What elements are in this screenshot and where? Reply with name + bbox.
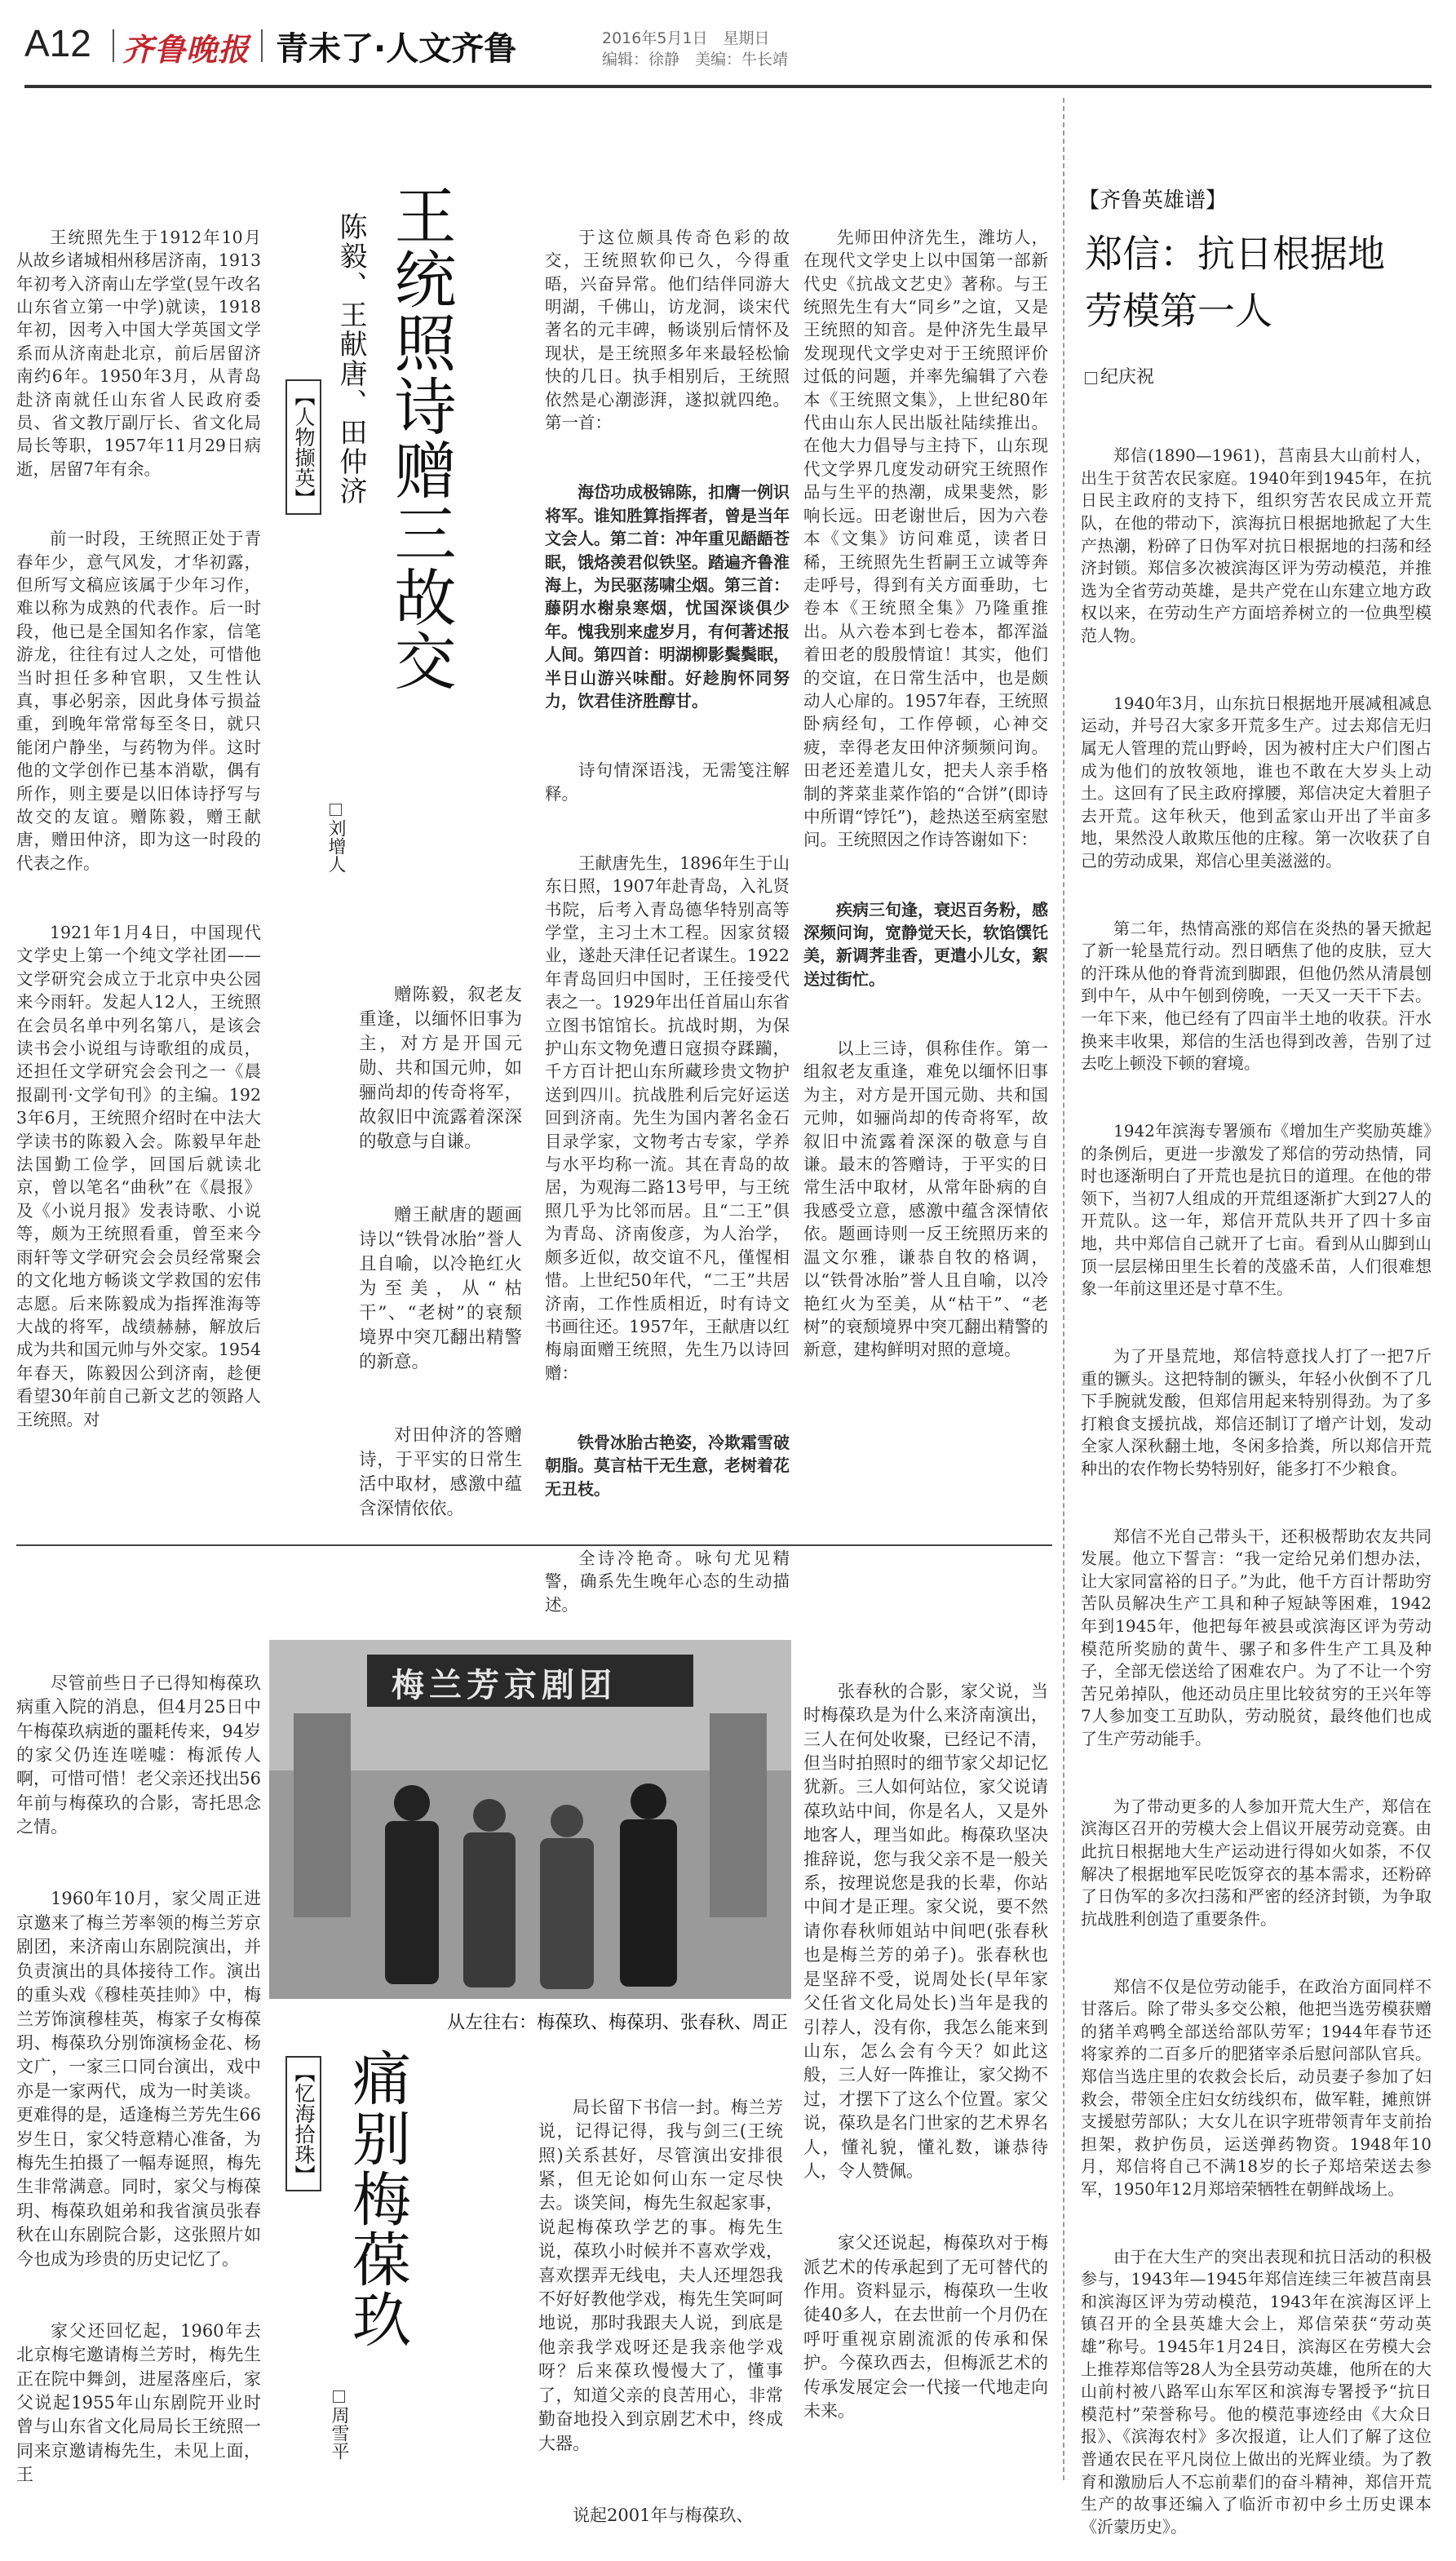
masthead-rule: [24, 85, 1432, 88]
masthead-divider: [113, 29, 114, 62]
paper-logo: 齐鲁晚报: [122, 31, 250, 68]
article1-poem: 海岱功成极锦陈，扣膺一例识将军。谁知胜算指挥者，曾是当年文会人。第二首：冲年重见龉龉苍眠，饿烙羡君似铁坚。踏遍齐鲁淮海上，为民驱荡啸尘烟。第三首：藤阴水榭泉寒烟，忧国深谈俱少年。愧我别来虚岁月，有何著述报人间。第四首：明湖柳影鬓鬓眠，半日山游兴味酣。好趁朐怀同努力，饮君佳济胜醇甘。: [545, 482, 790, 711]
article2-paragraph: 1942年滨海专署颁布《增加生产奖励英雄》的条例后，更进一步激发了郑信的劳动热情，同时也逐渐明白了开荒也是抗日的道理。在他的带领下，当初7人组成的开荒组逐渐扩大到27人的开荒队。这一年，郑信开荒队共开了四十多亩地，共中郑信自己就开了七亩。看到从山脚到山顶一层层梯田里生长着的茂盛禾苗，人们很难想象一年前这里还是寸草不生。: [1081, 1121, 1432, 1299]
section-title: 青未了·人文齐鲁: [276, 30, 517, 68]
article1-column-3: [545, 179, 790, 1615]
article3-column-2: [538, 2048, 783, 2525]
article1-author: 刘增人: [325, 819, 346, 873]
article3-column-1: [16, 1624, 261, 2485]
article1-paragraph: 以上三诗，俱称佳作。第一组叙老友重逢，难免以缅怀旧事为主，对方是开国元勋、共和国元帅，如骊尚却的传奇将军，故叙旧中流露着深深的敬意与自谦。最末的答赠诗，于平实的日常生活中取材，从常年卧病的自我感受立意，感激中蕴含深情依依。题画诗则一反王统照历来的温文尔雅，谦恭自牧的格调，以“铁骨冰胎”誉人且自喻，以冷艳红火为至美，从“枯干”、“老树”的衰颓境界中突兀翻出精警的新意，建构鲜明对照的意境。: [803, 1039, 1048, 1360]
article1-paragraph: 于这位颇具传奇色彩的故交，王统照软仰已久，今得重晤，兴奋异常。他们结伴同游大明湖，千佛山，访龙洞，谈宋代著名的元丰碑，畅谈别后情怀及现状，是王统照多年来最轻松愉快的几日。执手相别后，王统照依然是心潮澎湃，遂拟就四绝。第一首：: [545, 227, 790, 433]
article3-column-3: [803, 1632, 1048, 2480]
article3-paragraph: 局长留下书信一封。梅兰芳说，记得记得，我与剑三(王统照)关系甚好，尽管演出安排很紧，但无论如何山东一定尽快去。谈笑间，梅先生叙起家事，说起梅葆玖学艺的事。梅先生说，葆玖小时候并不喜欢学戏，喜欢摆弄无线电，夫人还埋怨我不好好教他学戏，梅先生笑呵呵地说，那时我跟夫人说，到底是他亲我学戏呀还是我亲他学戏呀？后来葆玖慢慢大了，懂事了，知道父亲的良苦用心，非常勤奋地投入到京剧艺术中，终成大器。: [538, 2097, 783, 2453]
article1-column-1: [16, 179, 261, 1509]
article2-byline: [1085, 363, 1154, 388]
article1-column-4: [803, 179, 1048, 1509]
article1-aside-paragraph: 赠陈毅，叙老友重逢，以缅怀旧事为主，对方是开国元勋、共和国元帅，如骊尚却的传奇将军，故叙旧中流露着深深的敬意与自谦。: [359, 985, 522, 1152]
issue-date: 2016年5月1日 星期日: [602, 29, 770, 47]
photo-caption: 从左往右：梅葆玖、梅葆玥、张春秋、周正: [447, 2013, 789, 2033]
article3-paragraph: 说起2001年与梅葆玖、: [573, 2505, 754, 2525]
article1-title: 王统照诗赠三故交: [384, 184, 457, 693]
article1-aside-paragraph: 对田仲济的答赠诗，于平实的日常生活中取材，感激中蕴含深情依依。: [359, 1425, 522, 1519]
article2-paragraph: 1940年3月，山东抗日根据地开展减租减息运动，并号召大家多开荒多生产。过去郑信无归属无人管理的荒山野岭，因为被村庄大户们图占成为他们的放牧领地，谁也不敢在大岁头上动土。这回有了民主政府撑腰，郑信决定大着胆子去开荒。这年秋天，他到孟家山开出了半亩多地，果然没人敢欺压他的庄稼。第一次收获了自己的劳动成果，郑信心里美滋滋的。: [1081, 693, 1432, 871]
article2-title-line-2: 劳模第一人: [1085, 289, 1272, 333]
article1-poem: 疾病三旬逢，衰迟百务粉，感深频问询，宽静觉天长，软馅馔饦美，新调荠韭香，更遣小儿女，絮送过街忙。: [803, 899, 1048, 989]
masthead-divider: [261, 29, 263, 62]
article2-author: 纪庆祝: [1100, 367, 1155, 388]
article1-paragraph: 全诗冷艳奇。咏句尤见精警，确系先生晚年心态的生动描述。: [545, 1548, 790, 1615]
article2-paragraph: 由于在大生产的突出表现和抗日活动的积极参与，1943年—1945年郑信连续三年被莒南县和滨海区评为劳动模范，1943年在滨海区评上镇召开的全县英雄大会上，郑信荣获“劳动英雄”称号。1945年1月24日，滨海区在劳模大会上推荐郑信等28人为全县劳动英雄，他所在的大山前村被八路军山东军区和滨海专署授予“抗日模范村”荣誉称号。他的模范事迹经由《大众日报》、《滨海农村》多次报道，让人们了解了这位普通农民在平凡岗位上做出的光辉业绩。为了教育和激励后人不忘前辈们的奋斗精神，郑信开荒生产的故事还编入了临沂市初中乡土历史课本《沂蒙历史》。: [1081, 2246, 1432, 2537]
page-number: A12: [24, 22, 91, 64]
article1-paragraph: 先师田仲济先生，潍坊人，在现代文学史上以中国第一部新代史《抗战文艺史》著称。与王统照先生有大“同乡”之谊，又是王统照的知音。是仲济先生最早发现现代文学史对于王统照评价过低的问题，并率先编辑了六卷本《王统照文集》，上世纪80年代由山东人民出版社陆续推出。在他大力倡导与主持下，山东现代文学界几度发动研究王统照作品与生平的热潮，成果斐然，影响长远。田老谢世后，因为六卷本《文集》访问难觅，读者日稀，王统照先生哲嗣王立诚等奔走呼号，得到有关方面垂助，七卷本《王统照全集》乃隆重推出。从六卷本到七卷本，都浑溢着田老的殷殷情谊！其实，他们的交谊，在日常生活中，也是颇动人心扉的。1957年春，王统照卧病经旬，工作停顿，心神交疲，幸得老友田仲济频频问询。田老还差遣儿女，把夫人亲手格制的荠菜韭菜作馅的“合饼”(即诗中所谓“饽饦”)，趁热送至病室慰问。王统照因之作诗答谢如下：: [803, 227, 1048, 850]
article1-aside-paragraph: 赠王献唐的题画诗以“铁骨冰胎”誉人且自喻，以冷艳红火为至美，从“枯干”、“老树”的衰颓境界中突兀翻出精警的新意。: [359, 1205, 522, 1372]
article1-paragraph: 王统照先生于1912年10月从故乡诸城相州移居济南，1913年初考入济南山左学堂(昱午改名山东省立第一中学)就读，1918年初，因考入中国大学英国文学系而从济南赴北京，前后居留济南约6年。1950年3月，从青岛赴济南就任山东省人民政府委员、省文教厅副厅长、省文化局局长等职，1957年11月29日病逝，居留7年有余。: [16, 227, 261, 479]
article1-poem: 铁骨冰胎古艳姿，冷欺霜雪破朝脂。莫言枯干无生意，老树着花无丑枝。: [545, 1432, 790, 1499]
article3-tag: 【忆海拾珠】: [285, 2056, 321, 2191]
byline-box-icon: [330, 804, 342, 816]
article2-paragraph: 为了带动更多的人参加开荒大生产，郑信在滨海区召开的劳模大会上倡议开展劳动竞赛。由此抗日根据地大生产运动进行得如火如荼，不仅解决了根据地军民吃饭穿衣的基本需求，还粉碎了日伪军的多次扫荡和严密的经济封锁，为争取抗战胜利创造了重要条件。: [1081, 1796, 1432, 1929]
article1-paragraph: 1921年1月4日，中国现代文学史上第一个纯文学社团——文学研究会成立于北京中央公园来今雨轩。发起人12人，王统照在会员名单中列名第八，是该会读书会小说组与诗歌组的成员，还担任文学研究会会刊之一《晨报副刊·文学旬刊》的主编。1923年6月，王统照介绍时在中法大学读书的陈毅入会。陈毅早年赴法国勤工俭学，回国后就读北京，曾以笔名“曲秋”在《晨报》及《小说月报》发表诗歌、小说等，颇为王统照看重，曾至来今雨轩等文学研究会会员经常聚会的文化地方畅谈文学救国的宏伟志愿。后来陈毅成为指挥淮海等大战的将军，战绩赫赫，解放后成为共和国元帅与外交家。1954年春天，陈毅因公到济南，趁便看望30年前自己新文艺的领路人王统照。对: [16, 923, 261, 1429]
article2-title-line-1: 郑信：抗日根据地: [1085, 232, 1385, 276]
article3-paragraph: 尽管前些日子已得知梅葆玖病重入院的消息，但4月25日中午梅葆玖病逝的噩耗传来，94岁的家父仍连连嗟嘘：梅派传人啊，可惜可惜！老父亲还找出56年前与梅葆玖的合影，寄托思念之情。: [16, 1673, 261, 1837]
article3-author: 周雪平: [329, 2406, 349, 2460]
article3-paragraph: 家父还说起，梅葆玖对于梅派艺术的传承起到了无可替代的作用。资料显示，梅葆玖一生收徒40多人，在去世前一个月仍在呼吁重视京剧流派的传承和保护。今葆玖西去，但梅派艺术的传承发展定会一代接一代地走向未来。: [803, 2233, 1048, 2421]
editor-credits: 编辑：徐静 美编：牛长靖: [602, 51, 789, 69]
article2-paragraph: 为了开垦荒地，郑信特意找人打了一把7斤重的镢头。这把特制的镢头，年轻小伙倒不了几下手腕就发酸，但郑信用起来特别得劲。为了多打粮食支援抗战，郑信还制订了增产计划，发动全家人深秋翻土地，冬闲多拾粪，所以郑信开荒种出的农作物长势特别好，能多打不少粮食。: [1081, 1345, 1432, 1478]
historical-photo: [269, 1640, 791, 1999]
article3-paragraph: 1960年10月，家父周正进京邀来了梅兰芳率领的梅兰芳京剧团，来济南山东剧院演出，并负责演出的具体接待工作。演出的重头戏《穆桂英挂帅》中，梅兰芳饰演穆桂英，梅家子女梅葆玥、梅葆玖分别饰演杨金花、杨文广，一家三口同台演出，戏中亦是一家两代，成为一时美谈。更难得的是，适逢梅兰芳先生66岁生日，家父特意精心准备，为梅先生拍摄了一幅寿诞照，梅先生非常满意。同时，家父与梅葆玥、梅葆玖姐弟和我省演员张春秋在山东剧院合影，这张照片如今也成为珍贵的历史记忆了。: [16, 1889, 261, 2269]
article3-byline: [326, 2390, 352, 2460]
article2-paragraph: 郑信不光自己带头干，还积极帮助农友共同发展。他立下誓言：“我一定给兄弟们想办法，让大家同富裕的日子。”为此，他千方百计帮助穷苦队员解决生产工具和种子短缺等困难，1942年到1945年，他把每年被县或滨海区评为劳动模范所奖励的黄牛、骡子和多件生产工具及种子，全部无偿送给了困难农户。为了不让一个穷苦兄弟掉队，他还动员庄里比较贫穷的王兴年等7人参加变工互助队，劳动脱贫，最终他们也成了生产劳动能手。: [1081, 1526, 1432, 1749]
photo-sign-text: 梅兰芳京剧团: [392, 1667, 617, 1704]
article2-paragraph: 郑信(1890—1961)，莒南县大山前村人，出生于贫苦农民家庭。1940年到1945年，在抗日民主政府的支持下，组织穷苦农民成立开荒队，在他的带动下，滨海抗日根据地掀起了大生产热潮，粉碎了日伪军对抗日根据地的扫荡和经济封锁。郑信多次被滨海区评为劳动模范，并推选为全省劳动英雄，是共产党在山东建立地方政权以来，在劳动生产方面培养树立的一位典型模范人物。: [1081, 445, 1432, 645]
article2-paragraph: 第二年，热情高涨的郑信在炎热的暑天掀起了新一轮垦荒行动。烈日晒焦了他的皮肤，豆大的汗珠从他的脊背流到脚跟，但他仍然从清晨刨到中午，从中午刨到傍晚，一天又一天干下去。一年下来，他已经有了四亩半土地的收获。汗水换来丰收果，郑信的生活也得到改善，告别了过去吃上顿没下顿的窘境。: [1081, 918, 1432, 1074]
column-divider: [1063, 98, 1064, 2480]
article3-title: 痛别梅葆玖: [343, 2048, 411, 2350]
article1-paragraph: 前一时段，王统照正处于青春年少，意气风发，才华初露，但所写文稿应该属于少年习作，难以称为成熟的代表作。后一时段，他已是全国知名作家，信笔游龙，往往有过人之处，可惜他当时担任多种官职，又生性认真，事必躬亲，因此身体亏损益重，到晚年常常每至冬日，就只能闭户静坐，与药物为伴。这时他的文学创作已基本消歇，偶有所作，则主要是以旧体诗抒写与故交的友谊。赠陈毅，赠王献唐，赠田仲济，即为这一时段的代表之作。: [16, 529, 261, 873]
masthead: [0, 0, 1456, 82]
article1-column-2: [359, 934, 522, 1519]
article2-paragraph: 郑信不仅是位劳动能手，在政治方面同样不甘落后。除了带头多交公粮，他把当选劳模获赠的猪羊鸡鸭全部送给部队劳军；1944年春节还将家养的二百多斤的肥猪宰杀后慰问部队官兵。郑信当选庄里的农救会长后，动员妻子参加了妇救会，带领全庄妇女纺线织布，做军鞋，摊煎饼支援慰劳部队；大女儿在识字班带领青年支前抬担架，救护伤员，运送弹药物资。1948年10月，郑信将自己不满18岁的长子郑培荣送去参军，1950年12月郑培荣牺牲在朝鲜战场上。: [1081, 1976, 1432, 2199]
article1-paragraph: 诗句情深语浅，无需笺注解释。: [545, 760, 790, 804]
article1-byline: [323, 804, 348, 873]
byline-box-icon: [333, 2390, 345, 2403]
article2-body: [1081, 400, 1432, 2537]
article2-tag: 【齐鲁英雄谱】: [1078, 188, 1228, 213]
byline-box-icon: [1085, 372, 1097, 384]
article3-paragraph: 家父还回忆起，1960年去北京梅宅邀请梅兰芳时，梅先生正在院中舞剑，进屋落座后，家父说起1955年山东剧院开业时曾与山东省文化局局长王统照一同来京邀请梅先生，未见上面，王: [16, 2320, 261, 2485]
article3-paragraph: 张春秋的合影，家父说，当时梅葆玖是为什么来济南演出，三人在何处收聚，已经记不清，但当时拍照时的细节家父却记忆犹新。三人如何站位，家父说请葆玖站中间，你是名人，又是外地客人，理当如此。梅葆玖坚决推辞说，您与我父亲不是一般关系，按理说您是我的长辈，你站中间才是正理。家父说，要不然请你春秋师姐站中间吧(张春秋也是梅兰芳的弟子)。张春秋也是坚辞不受，说周处长(早年家父任省文化局处长)当年是我的引荐人，没有你，我怎么能来到山东，怎么会有今天？如此这般，三人好一阵推让，家父拗不过，才摆下了这么个位置。家父说，葆玖是名门世家的艺术界名人，懂礼貌，懂礼数，谦恭待人，令人赞佩。: [803, 1681, 1048, 2181]
article1-tag: 【人物撷英】: [285, 379, 321, 515]
article1-subtitle: 陈毅、王献唐、田仲济: [334, 212, 367, 506]
section-divider: [16, 1544, 1052, 1546]
article1-paragraph: 王献唐先生，1896年生于山东日照，1907年赴青岛，入礼贤书院，后考入青岛德华特别高等学堂，主习土木工程。因家贫辍业，遂赴天津任记者谋生。1922年青岛回归中国时，王任接受代表之一。1929年出任首届山东省立图书馆馆长。抗战时期，为保护山东文物免遭日寇损夺蹂躏，千方百计把山东所藏珍贵文物护送到四川。抗战胜利后完好运送回到济南。先生为国内著名金石目录学家，文物考古专家，学养与水平均称一流。其在青岛的故居，为观海二路13号甲，与王统照几乎为比邻而居。且“二王”俱为青岛、济南俊彦，为人治学，颇多近似，故交谊不凡，僅惺相惜。上世纪50年代，“二王”共居济南，工作性质相近，时有诗文书画往还。1957年，王献唐以红梅扇面赠王统照，先生乃以诗回赠：: [545, 853, 790, 1383]
